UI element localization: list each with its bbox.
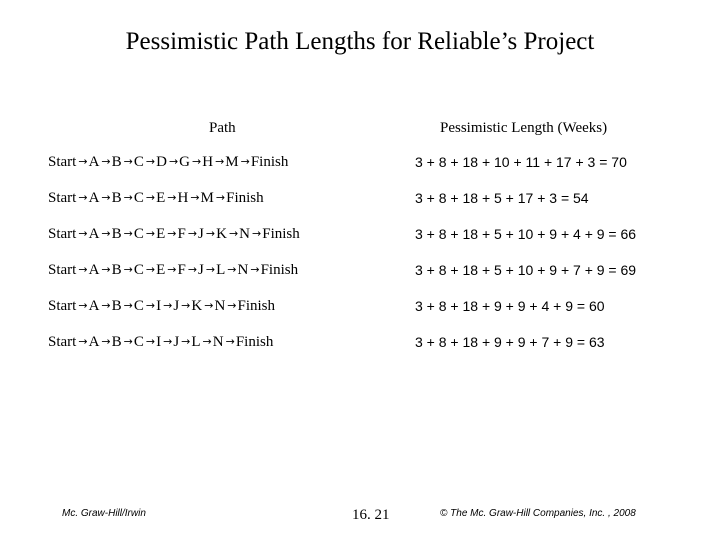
footer-publisher: Mc. Graw-Hill/Irwin bbox=[62, 508, 146, 519]
arrow-right-icon: → bbox=[78, 155, 88, 168]
path-node: B bbox=[111, 262, 122, 278]
arrow-right-icon: → bbox=[187, 263, 198, 276]
slide-title: Pessimistic Path Lengths for Reliable’s Project bbox=[125, 28, 595, 55]
path-node: A bbox=[88, 298, 100, 314]
arrow-right-icon: → bbox=[181, 299, 191, 312]
path-node: A bbox=[88, 226, 100, 242]
footer-copyright: © The Mc. Graw-Hill Companies, Inc. , 2008 bbox=[440, 508, 636, 519]
arrow-right-icon: → bbox=[204, 299, 214, 312]
path-node: N bbox=[212, 334, 224, 350]
arrow-right-icon: → bbox=[215, 191, 226, 204]
arrow-right-icon: → bbox=[101, 191, 111, 204]
path-node: C bbox=[133, 334, 144, 350]
path-node: C bbox=[133, 154, 144, 170]
arrow-right-icon: → bbox=[145, 155, 156, 168]
path-sequence bbox=[48, 262, 298, 279]
length-column-header: Pessimistic Length (Weeks) bbox=[440, 120, 608, 136]
arrow-right-icon: → bbox=[240, 155, 250, 168]
path-node: A bbox=[88, 154, 100, 170]
path-node: A bbox=[88, 190, 100, 206]
path-node: Finish bbox=[235, 334, 274, 350]
table-row bbox=[0, 262, 720, 286]
path-sequence bbox=[48, 298, 275, 315]
path-node: B bbox=[111, 298, 122, 314]
arrow-right-icon: → bbox=[227, 299, 237, 312]
path-node: I bbox=[156, 298, 162, 314]
path-length-calculation: 3 + 8 + 18 + 5 + 10 + 9 + 7 + 9 = 69 bbox=[415, 262, 637, 278]
path-node: I bbox=[156, 334, 162, 350]
path-node: Finish bbox=[250, 154, 289, 170]
path-node: Finish bbox=[237, 298, 276, 314]
arrow-right-icon: → bbox=[225, 335, 235, 348]
path-node: B bbox=[111, 226, 122, 242]
path-node: E bbox=[156, 262, 166, 278]
arrow-right-icon: → bbox=[202, 335, 212, 348]
path-node: N bbox=[237, 262, 249, 278]
path-node: C bbox=[133, 262, 144, 278]
path-node: E bbox=[156, 226, 166, 242]
arrow-right-icon: → bbox=[123, 155, 133, 168]
path-length-calculation: 3 + 8 + 18 + 5 + 17 + 3 = 54 bbox=[415, 190, 589, 206]
slide-number: 16. 21 bbox=[352, 507, 390, 523]
arrow-right-icon: → bbox=[252, 227, 262, 240]
path-node: C bbox=[133, 190, 144, 206]
path-length-calculation: 3 + 8 + 18 + 5 + 10 + 9 + 4 + 9 = 66 bbox=[415, 226, 637, 242]
arrow-right-icon: → bbox=[78, 335, 88, 348]
arrow-right-icon: → bbox=[228, 227, 239, 240]
path-node: C bbox=[133, 298, 144, 314]
path-length-calculation: 3 + 8 + 18 + 9 + 9 + 7 + 9 = 63 bbox=[415, 334, 605, 350]
arrow-right-icon: → bbox=[101, 263, 111, 276]
table-row bbox=[0, 226, 720, 250]
arrow-right-icon: → bbox=[163, 335, 173, 348]
path-node: B bbox=[111, 190, 122, 206]
path-sequence bbox=[48, 334, 273, 351]
path-node: A bbox=[88, 334, 100, 350]
arrow-right-icon: → bbox=[123, 227, 133, 240]
path-node: K bbox=[216, 226, 227, 242]
arrow-right-icon: → bbox=[205, 227, 216, 240]
path-node: F bbox=[177, 226, 186, 242]
path-node: A bbox=[88, 262, 100, 278]
path-node: B bbox=[111, 334, 122, 350]
path-length-calculation: 3 + 8 + 18 + 10 + 11 + 17 + 3 = 70 bbox=[415, 154, 627, 170]
path-node: Start bbox=[48, 298, 77, 314]
path-node: Start bbox=[48, 226, 77, 242]
path-node: G bbox=[179, 154, 190, 170]
path-node: F bbox=[177, 262, 186, 278]
path-node: N bbox=[239, 226, 251, 242]
arrow-right-icon: → bbox=[167, 191, 177, 204]
path-node: J bbox=[198, 226, 204, 242]
path-node: Finish bbox=[260, 262, 299, 278]
arrow-right-icon: → bbox=[190, 191, 200, 204]
arrow-right-icon: → bbox=[145, 299, 156, 312]
path-node: Start bbox=[48, 334, 77, 350]
arrow-right-icon: → bbox=[215, 155, 225, 168]
path-node: H bbox=[202, 154, 214, 170]
path-node: D bbox=[156, 154, 167, 170]
arrow-right-icon: → bbox=[227, 263, 237, 276]
path-node: J bbox=[198, 262, 204, 278]
arrow-right-icon: → bbox=[101, 227, 111, 240]
path-node: L bbox=[191, 334, 201, 350]
arrow-right-icon: → bbox=[101, 299, 111, 312]
arrow-right-icon: → bbox=[123, 263, 133, 276]
arrow-right-icon: → bbox=[78, 227, 88, 240]
arrow-right-icon: → bbox=[101, 335, 111, 348]
arrow-right-icon: → bbox=[187, 227, 198, 240]
path-node: Start bbox=[48, 154, 77, 170]
arrow-right-icon: → bbox=[123, 191, 133, 204]
arrow-right-icon: → bbox=[163, 299, 173, 312]
path-node: B bbox=[111, 154, 122, 170]
table-row bbox=[0, 190, 720, 214]
arrow-right-icon: → bbox=[123, 299, 133, 312]
path-node: Finish bbox=[226, 190, 264, 206]
path-node: Finish bbox=[262, 226, 300, 242]
path-node: C bbox=[133, 226, 144, 242]
arrow-right-icon: → bbox=[192, 155, 202, 168]
path-sequence bbox=[48, 154, 288, 171]
table-row bbox=[0, 154, 720, 178]
arrow-right-icon: → bbox=[78, 191, 88, 204]
arrow-right-icon: → bbox=[168, 155, 179, 168]
arrow-right-icon: → bbox=[145, 227, 156, 240]
path-column-header: Path bbox=[209, 120, 236, 136]
path-node: J bbox=[173, 334, 180, 350]
path-node: N bbox=[214, 298, 226, 314]
arrow-right-icon: → bbox=[181, 335, 191, 348]
path-node: E bbox=[156, 190, 166, 206]
arrow-right-icon: → bbox=[145, 263, 156, 276]
arrow-right-icon: → bbox=[101, 155, 111, 168]
arrow-right-icon: → bbox=[167, 263, 177, 276]
table-row bbox=[0, 334, 720, 358]
path-sequence bbox=[48, 190, 264, 207]
path-node: M bbox=[200, 190, 214, 206]
arrow-right-icon: → bbox=[167, 227, 177, 240]
path-sequence bbox=[48, 226, 300, 243]
path-node: Start bbox=[48, 190, 77, 206]
arrow-right-icon: → bbox=[250, 263, 260, 276]
path-node: Start bbox=[48, 262, 77, 278]
path-node: K bbox=[191, 298, 203, 314]
arrow-right-icon: → bbox=[205, 263, 216, 276]
path-node: J bbox=[173, 298, 180, 314]
arrow-right-icon: → bbox=[123, 335, 133, 348]
path-node: H bbox=[177, 190, 189, 206]
arrow-right-icon: → bbox=[78, 299, 88, 312]
arrow-right-icon: → bbox=[145, 335, 156, 348]
path-node: L bbox=[216, 262, 226, 278]
path-node: M bbox=[225, 154, 239, 170]
table-row bbox=[0, 298, 720, 322]
arrow-right-icon: → bbox=[78, 263, 88, 276]
arrow-right-icon: → bbox=[145, 191, 156, 204]
path-length-calculation: 3 + 8 + 18 + 9 + 9 + 4 + 9 = 60 bbox=[415, 298, 605, 314]
